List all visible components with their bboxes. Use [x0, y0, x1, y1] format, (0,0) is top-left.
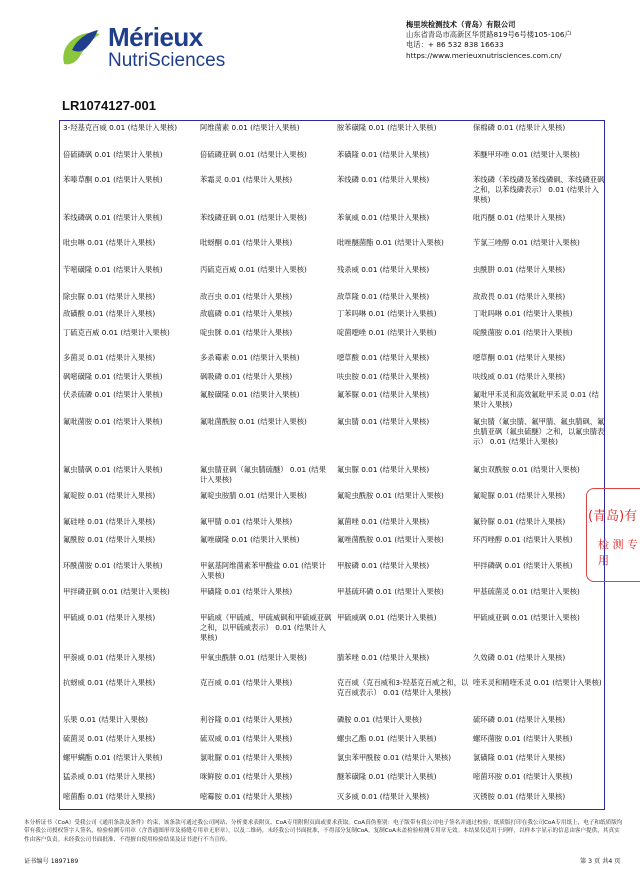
result-cell: 除虫脲 0.01 (结果计入果核)	[63, 292, 156, 301]
result-cell: 螺虫乙酯 0.01 (结果计入果核)	[337, 734, 437, 743]
result-cell: 吡蚜酮 0.01 (结果计入果核)	[200, 238, 293, 247]
result-cell: 喹禾灵和精喹禾灵 0.01 (结果计入果核)	[473, 678, 602, 687]
result-cell: 嘧菌环胺 0.01 (结果计入果核)	[473, 772, 573, 781]
result-cell: 氟虫脲 0.01 (结果计入果核)	[337, 465, 430, 474]
result-cell: 噁草酸 0.01 (结果计入果核)	[337, 353, 430, 362]
result-cell: 氟啶胺 0.01 (结果计入果核)	[63, 491, 156, 500]
result-cell: 丁硫克百威 0.01 (结果计入果核)	[63, 328, 170, 337]
result-cell: 苯氧威 0.01 (结果计入果核)	[337, 213, 430, 222]
result-cell: 醚苯磺隆 0.01 (结果计入果核)	[337, 772, 437, 781]
result-cell: 氟虫腈 0.01 (结果计入果核)	[337, 417, 430, 426]
logo-text-nutrisciences: NutriSciences	[108, 50, 226, 71]
result-cell: 3-羟基克百威 0.01 (结果计入果核)	[63, 123, 178, 132]
result-cell: 乐果 0.01 (结果计入果核)	[63, 715, 148, 724]
result-cell: 甲萘威 0.01 (结果计入果核)	[63, 653, 156, 662]
result-cell: 甲硫威亚砜 0.01 (结果计入果核)	[473, 613, 580, 622]
result-cell: 苯线磷砜 0.01 (结果计入果核)	[63, 213, 163, 222]
droplet-logo-icon	[58, 26, 104, 72]
result-cell: 苯线磷 0.01 (结果计入果核)	[337, 175, 430, 184]
result-cell: 甲氨基阿维菌素苯甲酸盐 0.01 (结果计入果核)	[200, 561, 326, 580]
result-cell: 氟吡甲禾灵和高效氟吡甲禾灵 0.01 (结果计入果核)	[473, 390, 599, 409]
result-cell: 胺苯磺隆 0.01 (结果计入果核)	[337, 123, 437, 132]
result-cell: 克百威 0.01 (结果计入果核)	[200, 678, 293, 687]
terms-footnote: 本分析证书（CoA）受我公司《通用条款及条件》约束，该条款可通过我公司网站、分析要求表附页、CoA专用附附页面或要求获取。CoA真伪鉴别：电子版带有我公司电子签名并通过校验；纸质版打印在我公司CoA专用纸上，电子和纸质版均带有我公司授权签字人签名，检验检测专用章（含普通图形章及骑缝专用章无形章），以及二维码。未经我公司书面批准，不得部分复制CoA。复制CoA未盖检验检测专用章无效。本结果仅适用于到样，以样本字显示的信息由客户提供，其真实性由客户负责。未经我公司书面批准，不得擅自使用检验结果及证书进行不当宣传。	[24, 820, 623, 843]
result-cell: 倍硫磷砜 0.01 (结果计入果核)	[63, 150, 163, 159]
stamp-text-line2: 检 测 专 用	[598, 538, 638, 567]
result-cell: 氟唑磺隆 0.01 (结果计入果核)	[200, 535, 300, 544]
result-cell: 啶菌噁唑 0.01 (结果计入果核)	[337, 328, 437, 337]
result-cell: 苄嘧磺隆 0.01 (结果计入果核)	[63, 265, 163, 274]
result-cell: 环酰菌胺 0.01 (结果计入果核)	[63, 561, 163, 570]
result-cell: 呋线威 0.01 (结果计入果核)	[473, 372, 566, 381]
result-cell: 氟甲腈 0.01 (结果计入果核)	[200, 517, 293, 526]
result-cell: 氟啶脲 0.01 (结果计入果核)	[473, 491, 566, 500]
result-cell: 阿维菌素 0.01 (结果计入果核)	[200, 123, 300, 132]
result-cell: 甲硫威 0.01 (结果计入果核)	[63, 613, 156, 622]
result-cell: 保棉磷 0.01 (结果计入果核)	[473, 123, 566, 132]
result-cell: 氟吡菌胺 0.01 (结果计入果核)	[63, 417, 163, 426]
company-logo	[58, 20, 228, 76]
result-cell: 苄氯三唑醇 0.01 (结果计入果核)	[473, 238, 580, 247]
result-cell: 甲拌磷砜 0.01 (结果计入果核)	[473, 561, 573, 570]
result-cell: 氟铃脲 0.01 (结果计入果核)	[473, 517, 566, 526]
result-cell: 猛杀威 0.01 (结果计入果核)	[63, 772, 156, 781]
page-number: 第 3 页 共4 页	[580, 858, 621, 865]
result-cell: 螺甲螨酯 0.01 (结果计入果核)	[63, 753, 163, 762]
result-cell: 啶酰菌胺 0.01 (结果计入果核)	[473, 328, 573, 337]
result-cell: 氟虫腈（氟虫腈、氟甲腈、氟虫腈砜、氟虫腈亚砜（氟虫硫醚）之和，以氟虫腈表示） 0.01 (结果计入果核)	[473, 417, 605, 446]
company-website[interactable]: https://www.merieuxnutrisciences.com.cn/	[406, 50, 562, 60]
result-cell: 伏杀硫磷 0.01 (结果计入果核)	[63, 390, 163, 399]
company-address: 山东省青岛市高新区华贯路819号6号楼105-106户	[406, 30, 572, 40]
result-cell: 敌草隆 0.01 (结果计入果核)	[337, 292, 430, 301]
result-cell: 噁草酮 0.01 (结果计入果核)	[473, 353, 566, 362]
company-name: 梅里埃检测技术（青岛）有限公司	[406, 20, 516, 29]
result-cell: 苯霜灵 0.01 (结果计入果核)	[200, 175, 293, 184]
result-cell: 甲氧虫酰肼 0.01 (结果计入果核)	[200, 653, 307, 662]
result-cell: 吡虫啉 0.01 (结果计入果核)	[63, 238, 156, 247]
result-cell: 敌百虫 0.01 (结果计入果核)	[200, 292, 293, 301]
result-cell: 氯磺隆 0.01 (结果计入果核)	[473, 753, 566, 762]
result-cell: 硫环磷 0.01 (结果计入果核)	[473, 715, 566, 724]
result-cell: 甲基硫环磷 0.01 (结果计入果核)	[337, 587, 444, 596]
result-cell: 氟酰胺 0.01 (结果计入果核)	[63, 535, 156, 544]
result-cell: 丁苯吗啉 0.01 (结果计入果核)	[337, 309, 437, 318]
result-cell: 氯吡脲 0.01 (结果计入果核)	[200, 753, 293, 762]
result-cell: 苯嗪草酮 0.01 (结果计入果核)	[63, 175, 163, 184]
company-info	[406, 20, 636, 61]
document-number: LR1074127-001	[62, 98, 156, 113]
company-phone: 电话：+ 86 532 838 16633	[406, 40, 504, 50]
result-cell: 腈苯唑 0.01 (结果计入果核)	[337, 653, 430, 662]
result-cell: 螺环菌胺 0.01 (结果计入果核)	[473, 734, 573, 743]
result-cell: 氟啶虫胺腈 0.01 (结果计入果核)	[200, 491, 307, 500]
result-cell: 氟唑菌酰胺 0.01 (结果计入果核)	[337, 535, 444, 544]
result-cell: 苯线磷（苯线磷及苯线磷砜、苯线磷亚砜之和，以苯线磷表示） 0.01 (结果计入果核)	[473, 175, 605, 204]
result-cell: 甲拌磷亚砜 0.01 (结果计入果核)	[63, 587, 170, 596]
result-cell: 苯线磷亚砜 0.01 (结果计入果核)	[200, 213, 307, 222]
result-cell: 氟吡菌酰胺 0.01 (结果计入果核)	[200, 417, 307, 426]
result-cell: 灭锈胺 0.01 (结果计入果核)	[473, 792, 566, 801]
result-cell: 苯醚甲环唑 0.01 (结果计入果核)	[473, 150, 580, 159]
result-cell: 甲磺隆 0.01 (结果计入果核)	[200, 587, 293, 596]
result-cell: 抗蚜威 0.01 (结果计入果核)	[63, 678, 156, 687]
result-cell: 甲硫威（甲硫威、甲硫威砜和甲硫威亚砜之和，以甲硫威表示） 0.01 (结果计入果核)	[200, 613, 332, 642]
result-cell: 多菌灵 0.01 (结果计入果核)	[63, 353, 156, 362]
result-cell: 虫酰肼 0.01 (结果计入果核)	[473, 265, 566, 274]
result-cell: 啶虫脒 0.01 (结果计入果核)	[200, 328, 293, 337]
result-cell: 克百威（克百威和3-羟基克百威之和，以克百威表示） 0.01 (结果计入果核)	[337, 678, 469, 697]
stamp-text-line1: (青岛)有	[588, 509, 638, 524]
result-cell: 吡丙醚 0.01 (结果计入果核)	[473, 213, 566, 222]
result-cell: 咪鲜胺 0.01 (结果计入果核)	[200, 772, 293, 781]
result-cell: 氟胺磺隆 0.01 (结果计入果核)	[200, 390, 300, 399]
result-cell: 残杀威 0.01 (结果计入果核)	[337, 265, 430, 274]
result-cell: 氟菌唑 0.01 (结果计入果核)	[337, 517, 430, 526]
result-cell: 甲硫威砜 0.01 (结果计入果核)	[337, 613, 437, 622]
result-cell: 氟啶虫酰胺 0.01 (结果计入果核)	[337, 491, 444, 500]
logo-text-merieux: Mérieux	[108, 22, 203, 52]
result-cell: 氟硅唑 0.01 (结果计入果核)	[63, 517, 156, 526]
result-cell: 呋虫胺 0.01 (结果计入果核)	[337, 372, 430, 381]
result-cell: 甲胺磷 0.01 (结果计入果核)	[337, 561, 430, 570]
result-cell: 吡唑醚菌酯 0.01 (结果计入果核)	[337, 238, 444, 247]
result-cell: 嘧菌酯 0.01 (结果计入果核)	[63, 792, 156, 801]
result-cell: 嘧霉胺 0.01 (结果计入果核)	[200, 792, 293, 801]
result-cell: 多杀霉素 0.01 (结果计入果核)	[200, 353, 300, 362]
result-cell: 磷胺 0.01 (结果计入果核)	[337, 715, 422, 724]
result-cell: 敌磺酸 0.01 (结果计入果核)	[63, 309, 156, 318]
result-cell: 利谷隆 0.01 (结果计入果核)	[200, 715, 293, 724]
result-cell: 敌敌畏 0.01 (结果计入果核)	[473, 292, 566, 301]
result-cell: 氯虫苯甲酰胺 0.01 (结果计入果核)	[337, 753, 452, 762]
result-cell: 丁吡吗啉 0.01 (结果计入果核)	[473, 309, 573, 318]
result-cell: 硫双威 0.01 (结果计入果核)	[200, 734, 293, 743]
result-cell: 砜嘧磺隆 0.01 (结果计入果核)	[63, 372, 163, 381]
result-cell: 苯磺隆 0.01 (结果计入果核)	[337, 150, 430, 159]
result-cell: 丙硫克百威 0.01 (结果计入果核)	[200, 265, 307, 274]
result-cell: 环丙唑醇 0.01 (结果计入果核)	[473, 535, 573, 544]
result-cell: 敌瘟磷 0.01 (结果计入果核)	[200, 309, 293, 318]
result-cell: 氟虫腈亚砜（氟虫腈硫醚） 0.01 (结果计入果核)	[200, 465, 326, 484]
result-cell: 氟虫双酰胺 0.01 (结果计入果核)	[473, 465, 580, 474]
result-cell: 倍硫磷亚砜 0.01 (结果计入果核)	[200, 150, 307, 159]
result-cell: 氟苯脲 0.01 (结果计入果核)	[337, 390, 430, 399]
result-cell: 甲基硫菌灵 0.01 (结果计入果核)	[473, 587, 580, 596]
result-cell: 灭多威 0.01 (结果计入果核)	[337, 792, 430, 801]
result-cell: 砜吸磷 0.01 (结果计入果核)	[200, 372, 293, 381]
result-cell: 久效磷 0.01 (结果计入果核)	[473, 653, 566, 662]
certificate-number: 证书编号 1897189	[24, 858, 79, 865]
result-cell: 氟虫腈砜 0.01 (结果计入果核)	[63, 465, 163, 474]
results-table	[59, 120, 605, 810]
result-cell: 硫菌灵 0.01 (结果计入果核)	[63, 734, 156, 743]
